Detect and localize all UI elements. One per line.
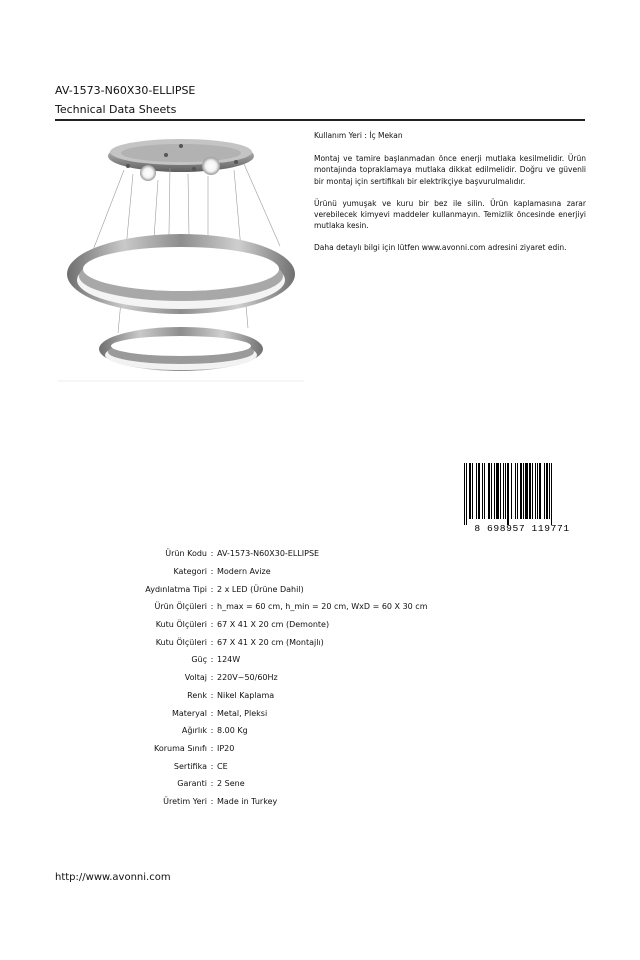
spec-value: h_max = 60 cm, h_min = 20 cm, WxD = 60 X 30 cm	[217, 602, 428, 612]
barcode-bar	[549, 463, 550, 519]
spec-value: 2 x LED (Ürüne Dahil)	[217, 584, 304, 594]
spec-label: Ağırlık	[181, 726, 207, 736]
spec-label: Sertifika	[173, 761, 207, 771]
barcode-bar	[507, 463, 509, 525]
spec-row	[60, 722, 428, 740]
spec-row	[60, 563, 428, 581]
barcode-bar	[466, 463, 467, 525]
spec-row	[60, 704, 428, 722]
barcode-bar	[500, 463, 501, 519]
barcode-bar	[464, 463, 465, 525]
barcode-bar	[472, 463, 473, 519]
spec-value: 67 X 41 X 20 cm (Montajlı)	[217, 637, 324, 647]
website-link[interactable]: http://www.avonni.com	[55, 872, 171, 883]
barcode-bar	[484, 463, 485, 519]
barcode-digits: 8 698957 119771	[474, 523, 570, 533]
spec-label: Kutu Ölçüleri	[155, 620, 207, 630]
spec-value: AV-1573-N60X30-ELLIPSE	[217, 549, 320, 559]
product-info-text	[314, 130, 586, 265]
spec-row	[60, 598, 428, 616]
spec-value: Metal, Pleksi	[217, 708, 268, 718]
barcode-bar	[476, 463, 477, 519]
spec-separator: :	[210, 761, 214, 771]
spec-row	[60, 793, 428, 811]
barcode-bar	[488, 463, 490, 519]
spec-label: Ürün Ölçüleri	[154, 602, 207, 612]
spec-value: 67 X 41 X 20 cm (Demonte)	[217, 620, 330, 630]
spec-separator: :	[210, 690, 214, 700]
spec-value: Nikel Kaplama	[217, 690, 275, 700]
barcode-bar	[546, 463, 548, 519]
spec-label: Ürün Kodu	[165, 549, 207, 559]
spec-value: 2 Sene	[217, 779, 245, 789]
spec-row	[60, 616, 428, 634]
safety-warning: Montaj ve tamire başlanmadan önce enerji mutlaka kesilmelidir. Ürün montajında topraklamaya mutlaka dikkat edilmelidir. Doğru ve güvenli bir montaj için sertifikalı bir elektrikçiye başvurulmalıdır.	[314, 154, 586, 186]
spec-row	[60, 669, 428, 687]
spec-separator: :	[210, 620, 214, 630]
spec-row	[60, 651, 428, 669]
spec-separator: :	[210, 637, 214, 647]
spec-label: Üretim Yeri	[163, 796, 207, 806]
usage-location: Kullanım Yeri : İç Mekan	[314, 131, 403, 140]
barcode-bar	[535, 463, 536, 519]
spec-value: 8.00 Kg	[217, 726, 248, 736]
spec-separator: :	[210, 549, 214, 559]
spec-row	[60, 687, 428, 705]
spec-separator: :	[210, 708, 214, 718]
spec-value: CE	[217, 761, 228, 771]
barcode-bar	[532, 463, 533, 519]
spec-label: Materyal	[171, 708, 207, 718]
spec-separator: :	[210, 602, 214, 612]
product-code-title: AV-1573-N60X30-ELLIPSE	[55, 84, 196, 97]
barcode-bar	[469, 463, 471, 519]
spec-value: 124W	[217, 655, 241, 665]
spec-label: Kategori	[173, 567, 207, 577]
barcode-bar	[539, 463, 541, 519]
spec-separator: :	[210, 584, 214, 594]
barcode-bar	[491, 463, 492, 519]
spec-value: IP20	[217, 743, 235, 753]
barcode-bar	[544, 463, 545, 519]
more-info-note: Daha detaylı bilgi için lütfen www.avonni.com adresini ziyaret edin.	[314, 243, 567, 253]
spec-label: Voltaj	[184, 673, 207, 683]
spec-value: Modern Avize	[217, 567, 271, 577]
spec-row	[60, 633, 428, 651]
spec-label: Garanti	[177, 779, 207, 789]
spec-separator: :	[210, 779, 214, 789]
barcode-bar	[551, 463, 552, 525]
barcode-bar	[511, 463, 512, 519]
spec-separator: :	[210, 796, 214, 806]
barcode-bar	[523, 463, 524, 519]
spec-row	[60, 580, 428, 598]
barcode	[459, 461, 585, 533]
spec-label: Kutu Ölçüleri	[155, 637, 207, 647]
barcode-bar	[525, 463, 528, 519]
spec-value: 220V~50/60Hz	[217, 673, 278, 683]
cleaning-instructions: Ürünü yumuşak ve kuru bir bez ile silin. Ürün kaplamasına zarar verebilecek kimyevi maddeler kullanmayın. Temizlik öncesinde enerjiyi mutlaka kesin.	[314, 198, 586, 231]
spec-label: Güç	[191, 655, 207, 665]
barcode-bar	[537, 463, 538, 519]
spec-row	[60, 775, 428, 793]
barcode-bar	[515, 463, 516, 519]
barcode-bar	[517, 463, 518, 519]
barcode-bar	[503, 463, 504, 519]
product-image	[58, 128, 304, 382]
spec-row	[60, 545, 428, 563]
spec-row	[60, 740, 428, 758]
spec-separator: :	[210, 655, 214, 665]
spec-separator: :	[210, 726, 214, 736]
barcode-bar	[529, 463, 531, 519]
header-divider	[55, 119, 585, 121]
spec-row	[60, 757, 428, 775]
spec-label: Renk	[187, 690, 207, 700]
spec-separator: :	[210, 567, 214, 577]
spec-separator: :	[210, 743, 214, 753]
document-subtitle: Technical Data Sheets	[55, 103, 177, 116]
spec-label: Koruma Sınıfı	[154, 743, 207, 753]
spec-label: Aydınlatma Tipi	[145, 584, 207, 594]
barcode-bar	[496, 463, 499, 519]
barcode-bar	[520, 463, 522, 519]
spec-value: Made in Turkey	[217, 796, 278, 806]
specification-table	[60, 545, 428, 810]
barcode-bar	[494, 463, 495, 519]
barcode-bar	[505, 463, 506, 519]
barcode-bar	[478, 463, 480, 519]
spec-separator: :	[210, 673, 214, 683]
barcode-bar	[482, 463, 483, 519]
